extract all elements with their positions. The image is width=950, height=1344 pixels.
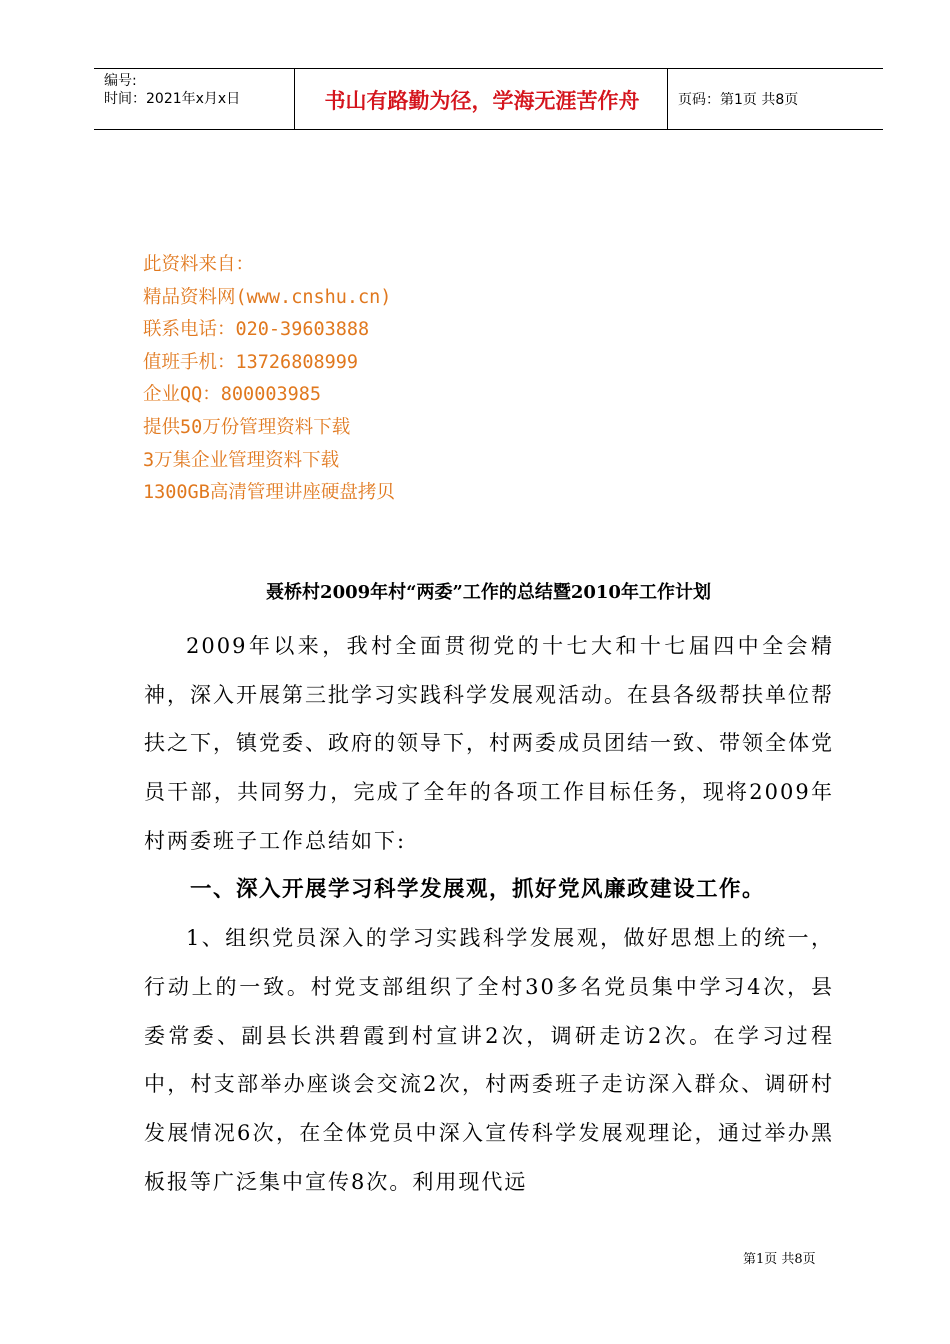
source-line: 3万集企业管理资料下载: [143, 449, 340, 471]
header-divider-left: [294, 69, 295, 129]
source-info-block: [143, 249, 395, 510]
section-heading: 一、深入开展学习科学发展观，抓好党风廉政建设工作。: [190, 876, 766, 902]
header-divider-right: [667, 69, 668, 129]
source-line: 1300GB高清管理讲座硬盘拷贝: [143, 482, 395, 504]
page-footer: 第1页 共8页: [743, 1252, 816, 1267]
source-line-qq: 企业QQ：800003985: [143, 384, 322, 406]
document-title: 聂桥村2009年村“两委”工作的总结暨2010年工作计划: [266, 582, 711, 603]
source-line-phone: 联系电话：020-39603888: [143, 319, 370, 341]
time-label: 时间：2021年x月x日: [104, 91, 241, 107]
page-header: [94, 68, 883, 130]
serial-label: 编号:: [104, 73, 137, 89]
intro-paragraph: 2009年以来，我村全面贯彻党的十七大和十七届四中全会精神，深入开展第三批学习实践科学发展观活动。在县各级帮扶单位帮扶之下，镇党委、政府的领导下，村两委成员团结一致、带领全体党员干部，共同努力，完成了全年的各项工作目标任务，现将2009年村两委班子工作总结如下:: [144, 634, 834, 853]
header-page-info: 页码：第1页 共8页: [678, 92, 799, 108]
source-line-mobile: 值班手机：13726808999: [143, 351, 359, 373]
source-line: 提供50万份管理资料下载: [143, 416, 351, 438]
header-meta: [104, 72, 240, 108]
document-body: [144, 622, 834, 1206]
source-line-website: 精品资料网(www.cnshu.cn): [143, 286, 392, 308]
item-paragraph: 1、组织党员深入的学习实践科学发展观，做好思想上的统一，行动上的一致。村党支部组织了全村30多名党员集中学习4次，县委常委、副县长洪碧霞到村宣讲2次，调研走访2次。在学习过程中，村支部举办座谈会交流2次，村两委班子走访深入群众、调研村发展情况6次，在全体党员中深入宣传科学发展观理论，通过举办黑板报等广泛集中宣传8次。利用现代远: [144, 926, 834, 1194]
header-motto: 书山有路勤为径，学海无涯苦作舟: [324, 89, 640, 113]
source-line: 此资料来自：: [143, 254, 255, 275]
